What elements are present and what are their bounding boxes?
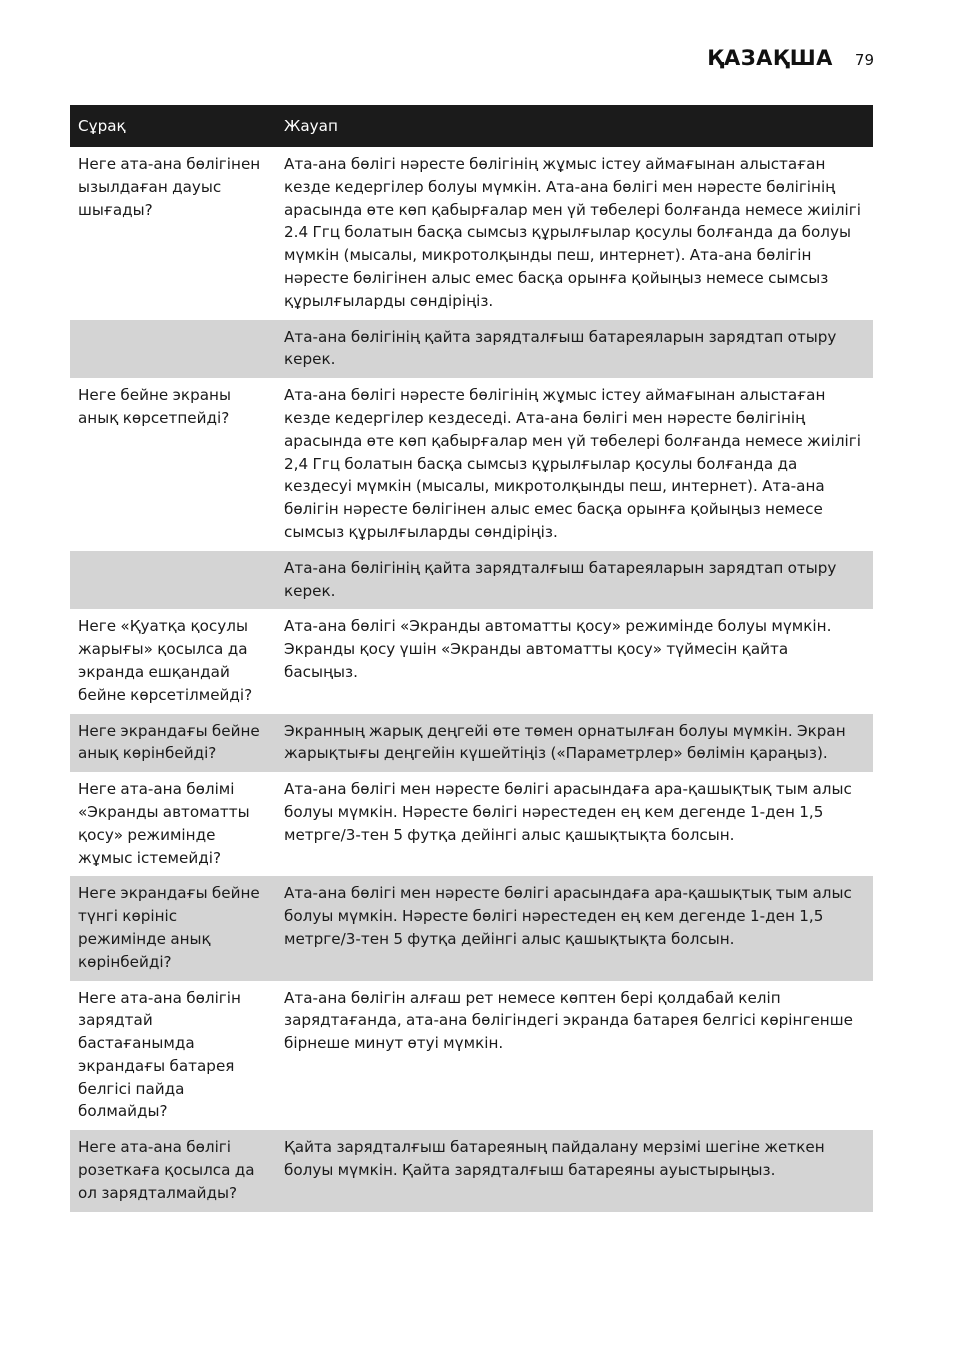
answer-cell: Ата-ана бөлігі мен нәресте бөлігі арасындаға ара-қашықтық тым алыс болуы мүмкін. Нәресте бөлігі нәрестеден ең кем дегенде 1-ден 1,5 метрге/3-тен 5 футқа дейінгі алыс қашықтықта болсын.: [284, 780, 852, 844]
page-number: 79: [854, 51, 874, 69]
column-header-question: Сұрақ: [70, 105, 276, 147]
table-row: [70, 147, 873, 320]
table-row: [70, 876, 873, 980]
answer-cell: Ата-ана бөлігін алғаш рет немесе көптен бері қолдабай келіп зарядтағанда, ата-ана бөлігіндегі экранда батарея белгісі көрінгенше бірнеше минут өтуі мүмкін.: [284, 988, 853, 1053]
question-cell: Неге «Қуатқа қосулы жарығы» қосылса да экранда ешқандай бейне көрсетілмейді?: [78, 617, 253, 704]
troubleshooting-table: [70, 105, 873, 1212]
answer-cell: Ата-ана бөлігі нәресте бөлігінің жұмыс істеу аймағынан алыстаған кезде кедергілер кездеседі. Ата-ана бөлігі мен нәресте бөлігінің арасында өте көп қабырғалар мен үй төбелері болғанда немесе жиілігі 2,4 Ггц болатын басқа сымсыз құрылғылар қосулы болғанда да кездесуі мүмкін (мысалы, микротолқынды пеш, интернет). Ата-ана бөлігін нәресте бөлігінен алыс емес басқа орынға қойыңыз немесе сымсыз құрылғыларды сөндіріңіз.: [284, 386, 861, 541]
answer-cell: Ата-ана бөлігі нәресте бөлігінің жұмыс істеу аймағынан алыстаған кезде кедергілер болуы мүмкін. Ата-ана бөлігі мен нәресте бөлігінің арасында өте көп қабырғалар мен үй төбелері болғанда немесе жиілігі 2.4 Ггц болатын басқа сымсыз құрылғылар қосулы болғанда да болуы мүмкін (мысалы, микротолқынды пеш, интернет). Ата-ана бөлігін нәресте бөлігінен алыс емес басқа орынға қойыңыз немесе сымсыз құрылғыларды сөндіріңіз.: [284, 155, 861, 310]
table-header-row: [70, 105, 873, 147]
question-cell: Неге бейне экраны анық көрсетпейді?: [78, 386, 231, 427]
question-cell: Неге ата-ана бөлігін зарядтай бастағанымда экрандағы батарея белгісі пайда болмайды?: [78, 988, 241, 1121]
answer-cell: Ата-ана бөлігі «Экранды автоматты қосу» режимінде болуы мүмкін. Экранды қосу үшін «Экранды автоматты қосу» түймесін қайта басыңыз.: [284, 617, 832, 681]
question-cell: Неге ата-ана бөлімі «Экранды автоматты қосу» режимінде жұмыс істемейді?: [78, 780, 250, 867]
question-cell: Неге экрандағы бейне түнгі көрініс режимінде анық көрінбейді?: [70, 876, 276, 980]
table-row: [70, 981, 873, 1131]
table-row: [70, 1130, 873, 1211]
question-cell: [70, 320, 276, 379]
table-row: [70, 551, 873, 610]
answer-cell: Ата-ана бөлігінің қайта зарядталғыш батареяларын зарядтап отыру керек.: [276, 551, 873, 610]
table-row: [70, 378, 873, 551]
table-header: [70, 105, 873, 147]
answer-cell: Экранның жарық деңгейі өте төмен орнатылған болуы мүмкін. Экран жарықтығы деңгейін күшейтіңіз («Параметрлер» бөлімін қараңыз).: [276, 714, 873, 773]
page-header: [707, 46, 874, 70]
answer-cell: Қайта зарядталғыш батареяның пайдалану мерзімі шегіне жеткен болуы мүмкін. Қайта зарядталғыш батареяны ауыстырыңыз.: [276, 1130, 873, 1211]
answer-cell: Ата-ана бөлігі мен нәресте бөлігі арасындаға ара-қашықтық тым алыс болуы мүмкін. Нәресте бөлігі нәрестеден ең кем дегенде 1-ден 1,5 метрге/3-тен 5 футқа дейінгі алыс қашықтықта болсын.: [276, 876, 873, 980]
table-row: [70, 320, 873, 379]
question-cell: Неге экрандағы бейне анық көрінбейді?: [70, 714, 276, 773]
table-row: [70, 772, 873, 876]
answer-cell: Ата-ана бөлігінің қайта зарядталғыш батареяларын зарядтап отыру керек.: [276, 320, 873, 379]
question-cell: Неге ата-ана бөлігі розеткаға қосылса да ол зарядталмайды?: [70, 1130, 276, 1211]
table-body: [70, 147, 873, 1212]
table-row: [70, 609, 873, 713]
question-cell: [70, 551, 276, 610]
language-title: ҚАЗАҚША: [707, 46, 833, 70]
table-row: [70, 714, 873, 773]
column-header-answer: Жауап: [276, 105, 873, 147]
question-cell: Неге ата-ана бөлігінен ызылдаған дауыс шығады?: [78, 155, 261, 219]
